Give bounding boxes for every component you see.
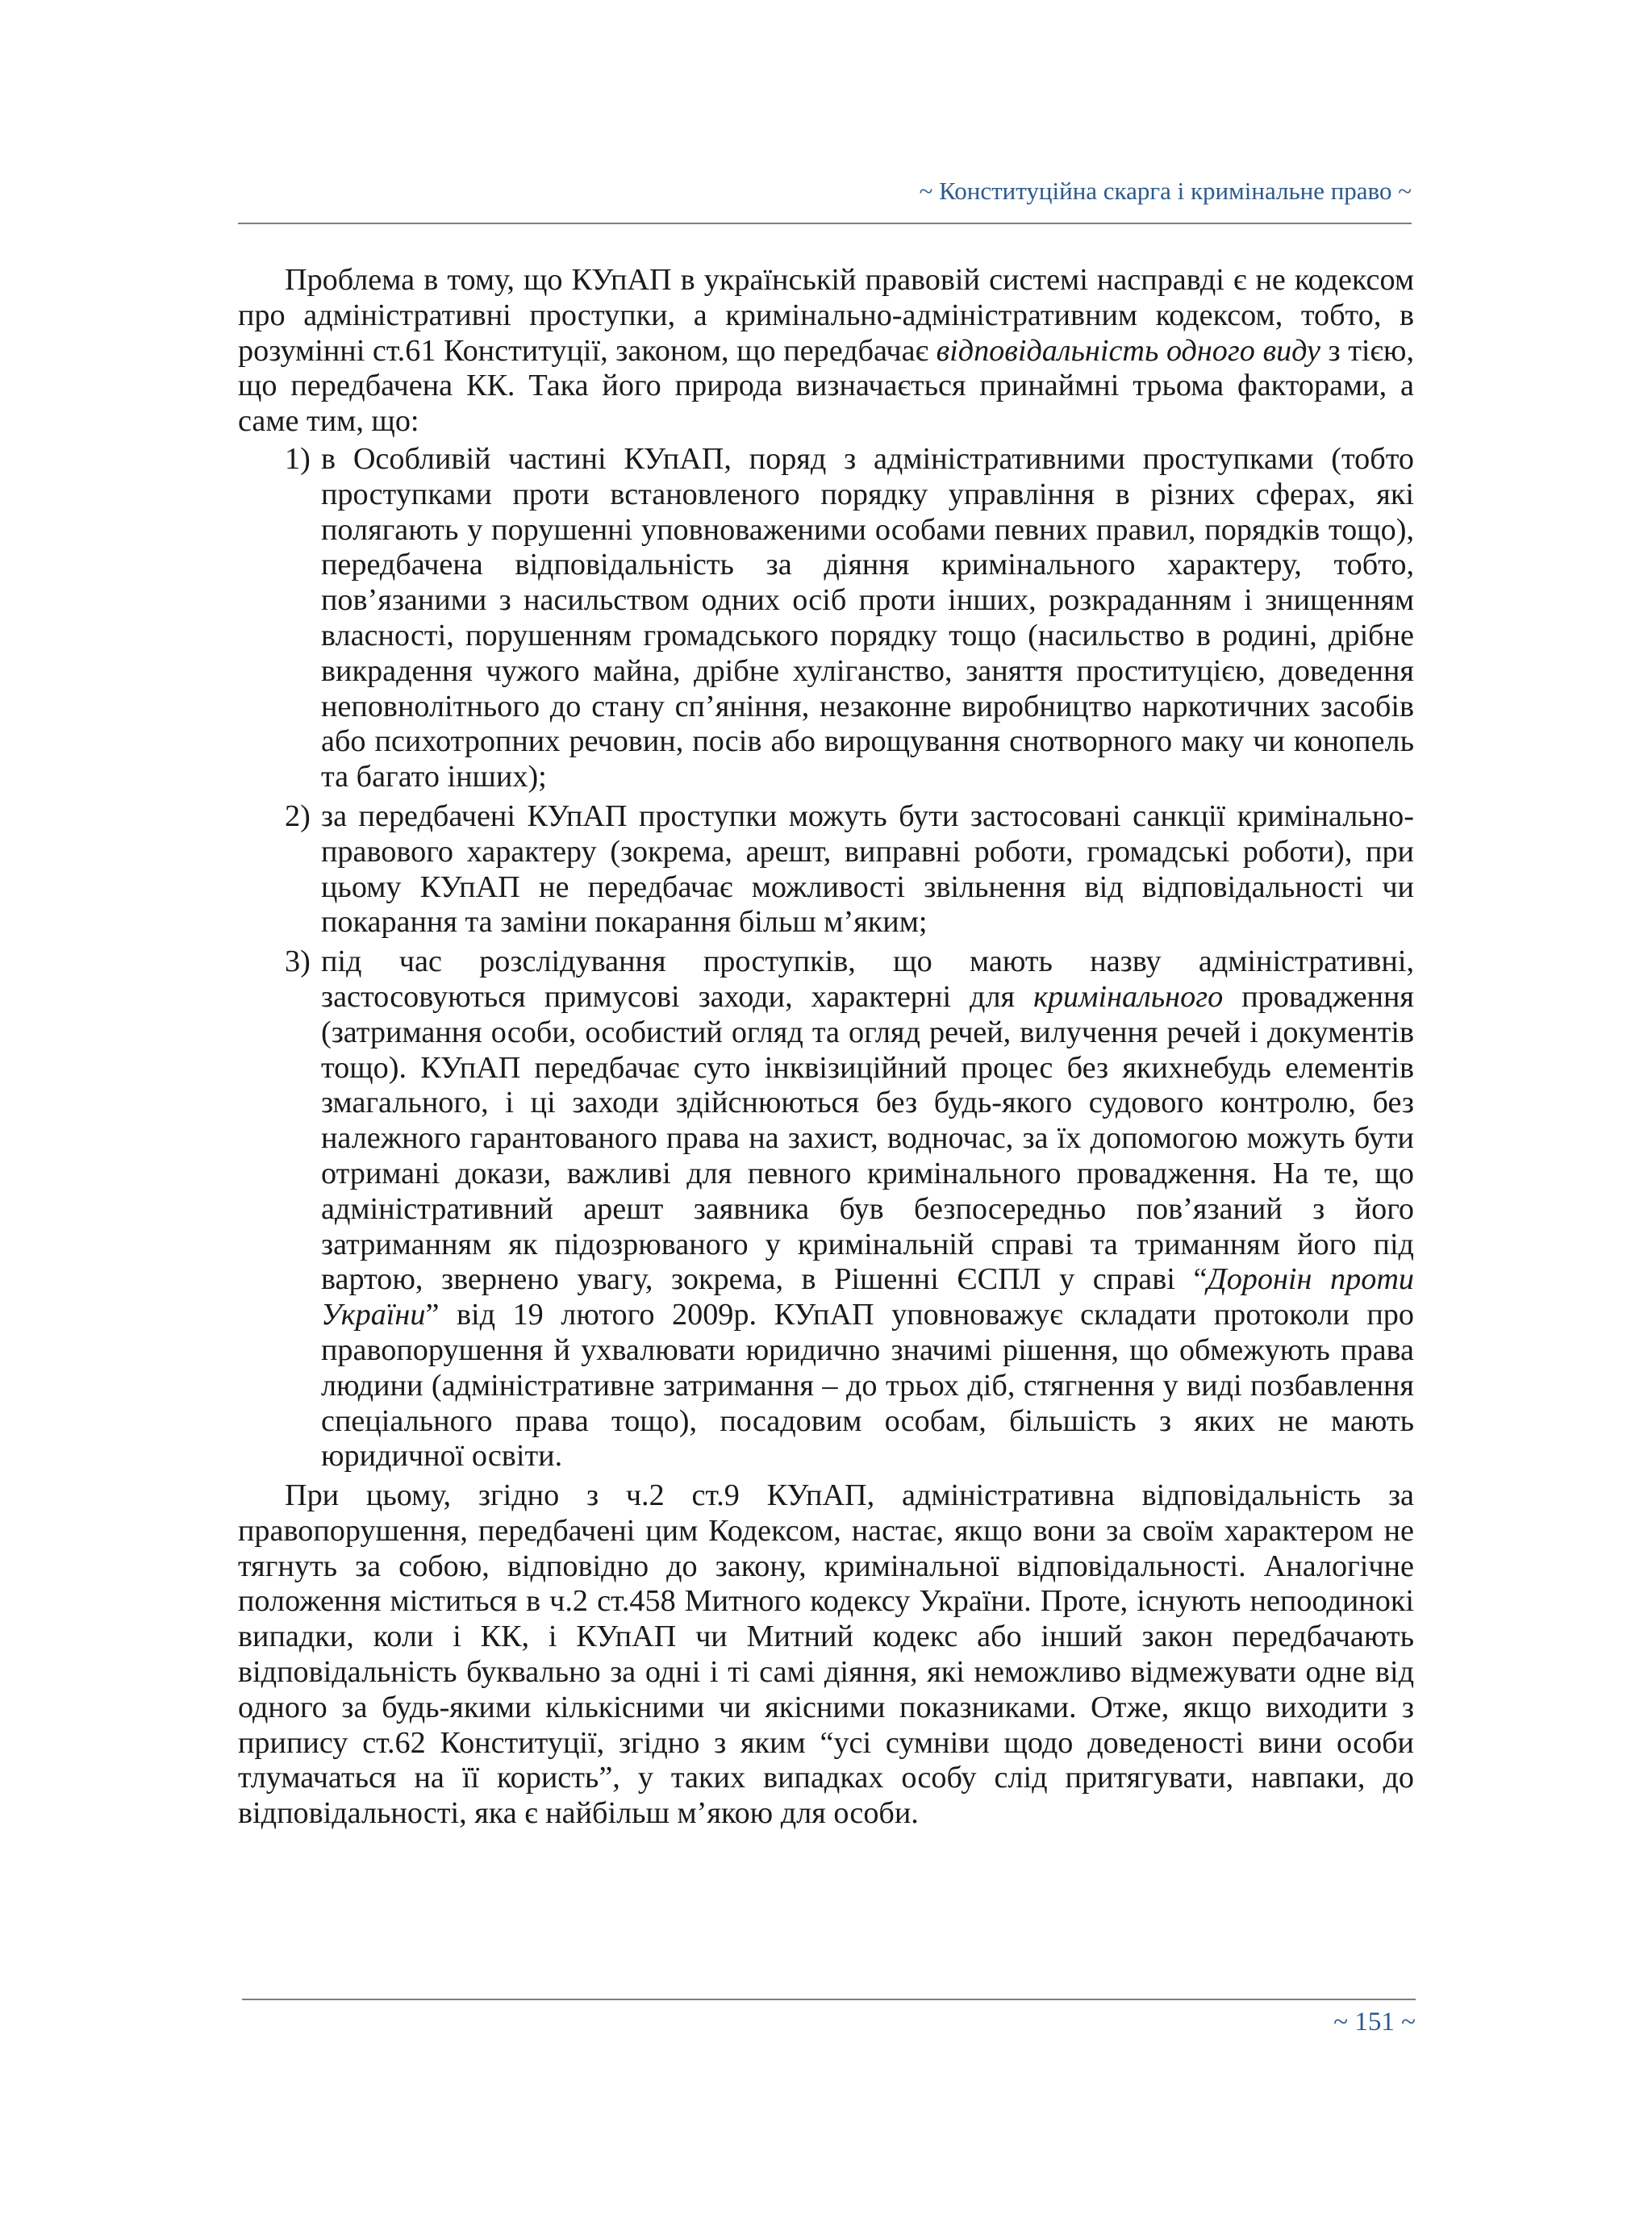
list-item-text <box>321 944 1414 1474</box>
list-item <box>238 442 1414 795</box>
running-header: ~ Конституційна скарга і кримінальне право ~ <box>919 177 1412 205</box>
page-number: ~ 151 ~ <box>1333 2007 1416 2037</box>
factors-list <box>238 442 1414 1474</box>
list-item-italic: кримінального <box>1033 979 1224 1014</box>
paragraph-intro-text-2: з тією, що передбачена КК. Така його природа визначається принаймні трьома факторами, а саме тим, що: <box>238 333 1414 439</box>
list-item-text-segment: під час розслідування проступків, що мають назву адміністративні, застосовуються примусові заходи, характерні для <box>321 944 1414 1014</box>
list-item-number: 3) <box>285 944 311 979</box>
footer-divider <box>242 1999 1416 2000</box>
list-item-text: за передбачені КУпАП проступки можуть бути застосовані санкції кримінально-правового характеру (зокрема, арешт, виправні роботи, громадські роботи), при цьому КУпАП не передбачає можливості звільнення від відповідальності чи покарання та заміни покарання більш м’яким; <box>321 798 1414 940</box>
paragraph-intro <box>238 263 1414 440</box>
list-item-text-segment: провадження (затримання особи, особистий огляд та огляд речей, вилучення речей і документів тощо). КУпАП передбачає суто інквізиційний процес без якихнебудь елементів змагального, і ці заходи здійснюються без будь-якого судового контролю, без належного гарантованого права на захист, водночас, за їх допомогою можуть бути отримані докази, важливі для певного кримінального провадження. На те, що адміністративний арешт заявника був безпосередньо пов’язаний з його затриманням як підозрюваного у кримінальній справі та триманням його під вартою, звернено увагу, зокрема, в Рішенні ЄСПЛ у справі “ <box>321 979 1414 1297</box>
paragraph-conclusion: При цьому, згідно з ч.2 ст.9 КУпАП, адміністративна відповідальність за правопорушення, передбачені цим Кодексом, настає, якщо вони за своїм характером не тягнуть за собою, відповідно до закону, кримінальної відповідальності. Аналогічне положення міститься в ч.2 ст.458 Митного кодексу України. Проте, існують непоодинокі випадки, коли і КК, і КУпАП чи Митний кодекс або інший закон передбачають відповідальність буквально за одні і ті самі діяння, які неможливо відмежувати одне від одного за будь-якими кількісними чи якісними показниками. Отже, якщо виходити з припису ст.62 Конституції, згідно з яким “усі сумніви щодо доведеності вини особи тлумачаться на її користь”, у таких випадках особу слід притягувати, навпаки, до відповідальності, яка є найбільш м’якою для особи. <box>238 1478 1414 1831</box>
page-body <box>238 263 1414 1832</box>
paragraph-intro-italic: відповідальність одного виду <box>936 333 1320 368</box>
list-item <box>238 944 1414 1474</box>
list-item-number: 2) <box>285 798 311 833</box>
list-item-text-segment: ” від 19 лютого 2009р. КУпАП уповноважує складати протоколи про правопорушення й ухвалювати юридично значимі рішення, що обмежують права людини (адміністративне затримання – до трьох діб, стягнення у виді позбавлення спеціального права тощо), посадовим особам, більшість з яких не мають юридичної освіти. <box>321 1298 1414 1474</box>
header-divider <box>238 223 1412 224</box>
paragraph-intro-text-1: Проблема в тому, що КУпАП в українській правовій системі насправді є не кодексом про адміністративні проступки, а кримінально-адміністративним кодексом, тобто, в розумінні ст.61 Конституції, законом, що передбачає <box>238 263 1414 368</box>
list-item <box>238 799 1414 940</box>
list-item-text: в Особливій частині КУпАП, поряд з адміністративними проступками (тобто проступками проти встановленого порядку управління в різних сферах, які полягають у порушенні уповноваженими особами певних правил, порядків тощо), передбачена відповідальність за діяння кримінального характеру, тобто, пов’язаними з насильством одних осіб проти інших, розкраданням і знищенням власності, порушенням громадського порядку тощо (насильство в родині, дрібне викрадення чужого майна, дрібне хуліганство, заняття проституцією, доведення неповнолітнього до стану сп’яніння, незаконне виробництво наркотичних засобів або психотропних речовин, посів або вирощування снотворного маку чи конопель та багато інших); <box>321 441 1414 794</box>
list-item-number: 1) <box>285 441 311 476</box>
case-title-italic: Доронін проти України <box>321 1262 1415 1332</box>
